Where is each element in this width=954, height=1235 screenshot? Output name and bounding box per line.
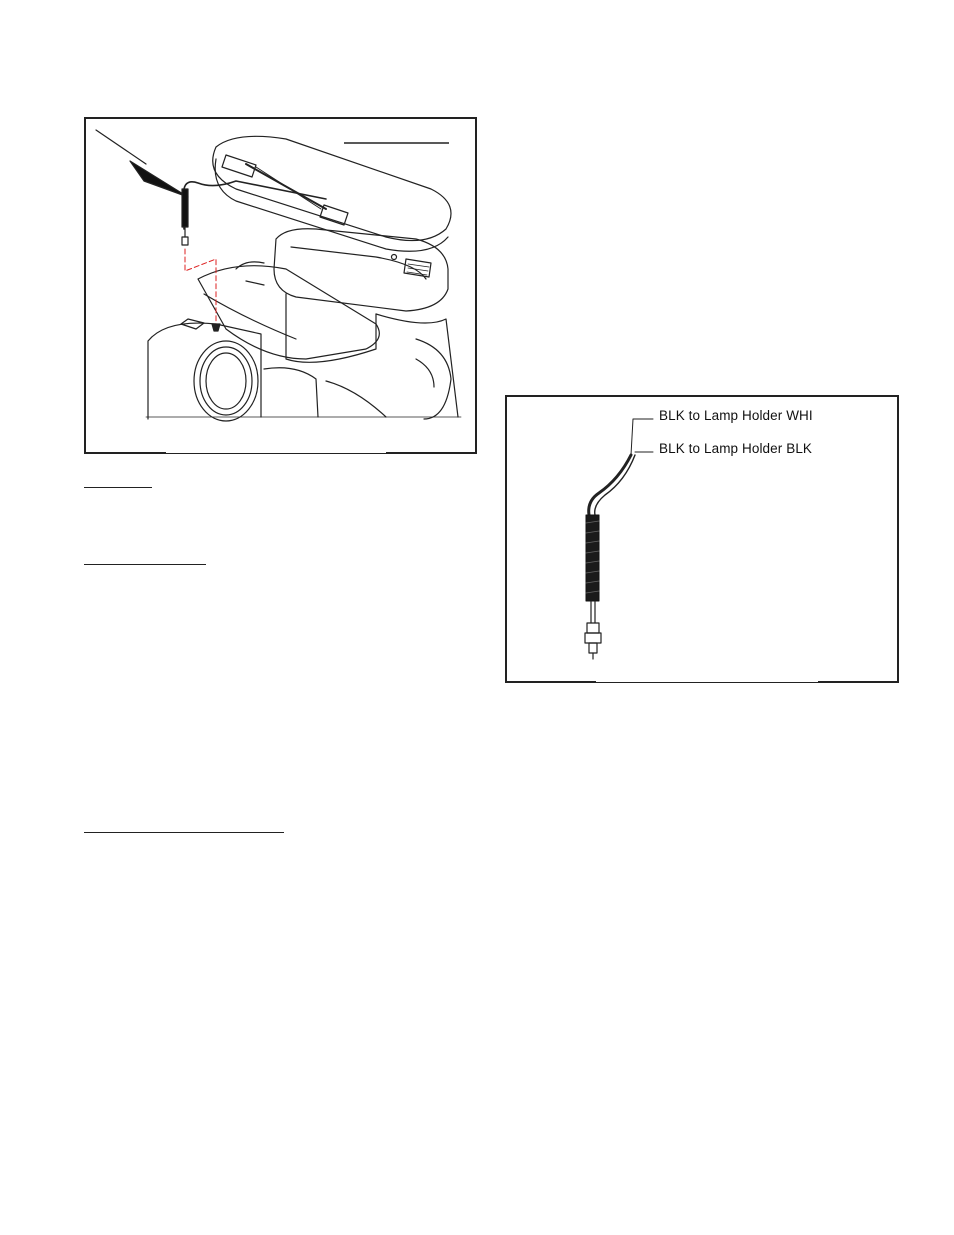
figure-lamp-cord-wiring <box>505 395 899 683</box>
coil-spring <box>586 515 599 601</box>
heading-underline-2 <box>84 564 206 565</box>
callout-blk-to-blk: BLK to Lamp Holder BLK <box>659 441 813 456</box>
heading-underline-3 <box>84 832 284 833</box>
heading-underline-1 <box>84 487 152 488</box>
rca-connector <box>587 623 599 633</box>
lid-assembly-illustration <box>86 119 475 452</box>
bowl-outline <box>198 266 379 359</box>
frame-gap <box>166 449 386 453</box>
frame-gap <box>596 678 818 682</box>
callout-blk-to-whi: BLK to Lamp Holder WHI <box>659 408 813 423</box>
lamp-cord-illustration <box>507 397 897 681</box>
figure-lid-lamp-cord <box>84 117 477 454</box>
lid-top-outline <box>213 136 451 240</box>
leader-line-whi <box>631 419 653 455</box>
pointer-arrow-head <box>130 161 188 197</box>
pointer-arrow-shaft <box>96 130 146 164</box>
